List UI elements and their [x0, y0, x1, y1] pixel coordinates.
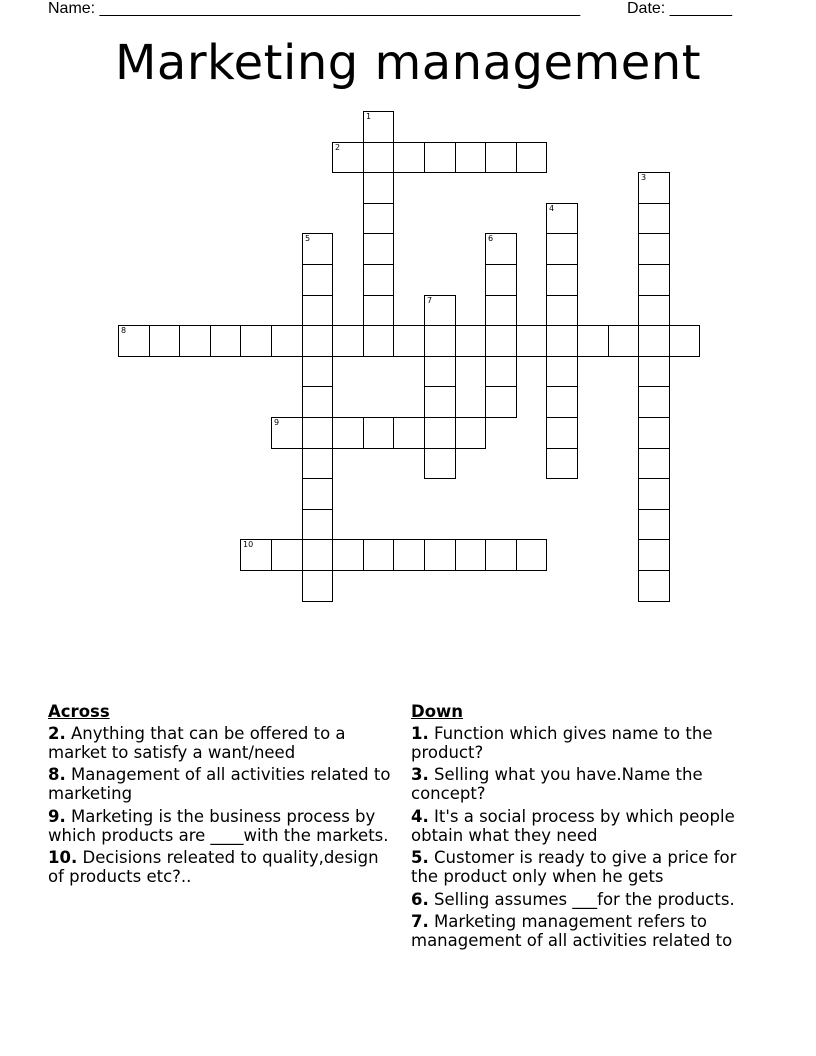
grid-cell[interactable] [240, 325, 272, 357]
grid-cell[interactable] [669, 325, 700, 357]
grid-cell[interactable] [424, 386, 456, 418]
grid-cell[interactable] [424, 417, 456, 449]
grid-cell[interactable] [332, 325, 364, 357]
across-heading: Across [48, 702, 110, 721]
date-field-label[interactable]: Date: _______ [627, 0, 732, 17]
grid-cell[interactable] [363, 142, 394, 173]
grid-cell[interactable] [546, 386, 578, 418]
clue-down-7: 7. Marketing management refers to management of all activities related to [411, 912, 733, 951]
grid-cell[interactable] [118, 325, 150, 357]
grid-cell[interactable] [393, 417, 425, 449]
clue-across-8: 8. Management of all activities related to marketing [48, 765, 391, 804]
grid-cell[interactable] [485, 386, 517, 418]
grid-cell[interactable] [638, 417, 670, 449]
clue-across-10: 10. Decisions releated to quality,design of products etc?.. [48, 848, 379, 886]
down-clues [411, 702, 756, 955]
cell-number: 9 [274, 418, 280, 427]
grid-cell[interactable] [363, 325, 394, 357]
grid-cell[interactable] [638, 264, 670, 296]
grid-cell[interactable] [302, 448, 333, 479]
grid-cell[interactable] [546, 356, 578, 387]
grid-cell[interactable] [577, 325, 609, 357]
grid-cell[interactable] [546, 264, 578, 296]
cell-number: 5 [305, 234, 311, 243]
grid-cell[interactable] [179, 325, 211, 357]
grid-cell[interactable] [363, 417, 394, 449]
grid-cell[interactable] [638, 539, 670, 571]
clue-across-2: 2. Anything that can be offered to a market to satisfy a want/need [48, 724, 346, 762]
grid-cell[interactable] [271, 417, 303, 449]
grid-cell[interactable] [363, 539, 394, 571]
grid-cell[interactable] [638, 172, 670, 204]
header-line [48, 0, 748, 20]
grid-cell[interactable] [393, 325, 425, 357]
grid-cell[interactable] [546, 325, 578, 357]
grid-cell[interactable] [546, 417, 578, 449]
grid-cell[interactable] [424, 356, 456, 387]
grid-cell[interactable] [302, 570, 333, 602]
grid-cell[interactable] [638, 356, 670, 387]
grid-cell[interactable] [424, 448, 456, 479]
grid-cell[interactable] [332, 142, 364, 173]
grid-cell[interactable] [485, 233, 517, 265]
grid-cell[interactable] [363, 264, 394, 296]
grid-cell[interactable] [424, 539, 456, 571]
grid-cell[interactable] [149, 325, 180, 357]
grid-cell[interactable] [638, 448, 670, 479]
grid-cell[interactable] [302, 417, 333, 449]
grid-cell[interactable] [424, 295, 456, 326]
grid-cell[interactable] [638, 478, 670, 510]
grid-cell[interactable] [485, 325, 517, 357]
down-heading: Down [411, 702, 464, 721]
grid-cell[interactable] [363, 172, 394, 204]
grid-cell[interactable] [393, 539, 425, 571]
grid-cell[interactable] [485, 539, 517, 571]
grid-cell[interactable] [271, 539, 303, 571]
cell-number: 4 [549, 204, 555, 213]
cell-number: 6 [488, 234, 494, 243]
clue-down-6: 6. Selling assumes ___for the products. [411, 889, 735, 909]
grid-cell[interactable] [485, 264, 517, 296]
cell-number: 10 [243, 540, 254, 549]
page-title: Marketing management [114, 35, 702, 91]
grid-cell[interactable] [485, 295, 517, 326]
clue-down-4: 4. It's a social process by which people obtain what they need [411, 806, 735, 845]
cell-number: 2 [335, 143, 341, 152]
grid-cell[interactable] [393, 142, 425, 173]
grid-cell[interactable] [302, 478, 333, 510]
clue-across-9: 9. Marketing is the business process by which products are ____with the markets. [48, 806, 389, 845]
grid-cell[interactable] [240, 539, 272, 571]
grid-cell[interactable] [302, 509, 333, 540]
cell-number: 3 [641, 173, 647, 182]
grid-cell[interactable] [516, 539, 547, 571]
name-field-label[interactable]: Name: ______________________________________________________ [48, 0, 581, 17]
grid-cell[interactable] [455, 539, 486, 571]
grid-cell[interactable] [363, 295, 394, 326]
cell-number: 7 [427, 296, 433, 305]
grid-cell[interactable] [485, 142, 517, 173]
grid-cell[interactable] [302, 539, 333, 571]
grid-cell[interactable] [638, 509, 670, 540]
grid-cell[interactable] [455, 417, 486, 449]
clue-down-3: 3. Selling what you have.Name the concept? [411, 765, 703, 804]
grid-cell[interactable] [332, 417, 364, 449]
grid-cell[interactable] [638, 203, 670, 234]
grid-cell[interactable] [455, 142, 486, 173]
grid-cell[interactable] [546, 203, 578, 234]
grid-cell[interactable] [485, 356, 517, 387]
across-clues [48, 702, 393, 891]
grid-cell[interactable] [516, 142, 547, 173]
grid-cell[interactable] [424, 325, 456, 357]
clue-down-1: 1. Function which gives name to the product? [411, 724, 713, 762]
grid-cell[interactable] [546, 448, 578, 479]
grid-cell[interactable] [638, 325, 670, 357]
grid-cell[interactable] [516, 325, 547, 357]
grid-cell[interactable] [302, 386, 333, 418]
grid-cell[interactable] [608, 325, 639, 357]
clue-down-5: 5. Customer is ready to give a price for the product only when he gets [411, 848, 737, 886]
cell-number: 1 [366, 112, 372, 121]
grid-cell[interactable] [546, 295, 578, 326]
grid-cell[interactable] [638, 295, 670, 326]
grid-cell[interactable] [302, 295, 333, 326]
grid-cell[interactable] [455, 325, 486, 357]
grid-cell[interactable] [302, 233, 333, 265]
grid-cell[interactable] [363, 111, 394, 143]
grid-cell[interactable] [638, 570, 670, 602]
grid-cell[interactable] [271, 325, 303, 357]
grid-cell[interactable] [302, 264, 333, 296]
grid-cell[interactable] [546, 233, 578, 265]
grid-cell[interactable] [638, 233, 670, 265]
grid-cell[interactable] [424, 142, 456, 173]
cell-number: 8 [121, 326, 127, 335]
grid-cell[interactable] [332, 539, 364, 571]
grid-cell[interactable] [363, 203, 394, 234]
grid-cell[interactable] [210, 325, 241, 357]
grid-cell[interactable] [302, 356, 333, 387]
grid-cell[interactable] [638, 386, 670, 418]
grid-cell[interactable] [363, 233, 394, 265]
grid-cell[interactable] [302, 325, 333, 357]
